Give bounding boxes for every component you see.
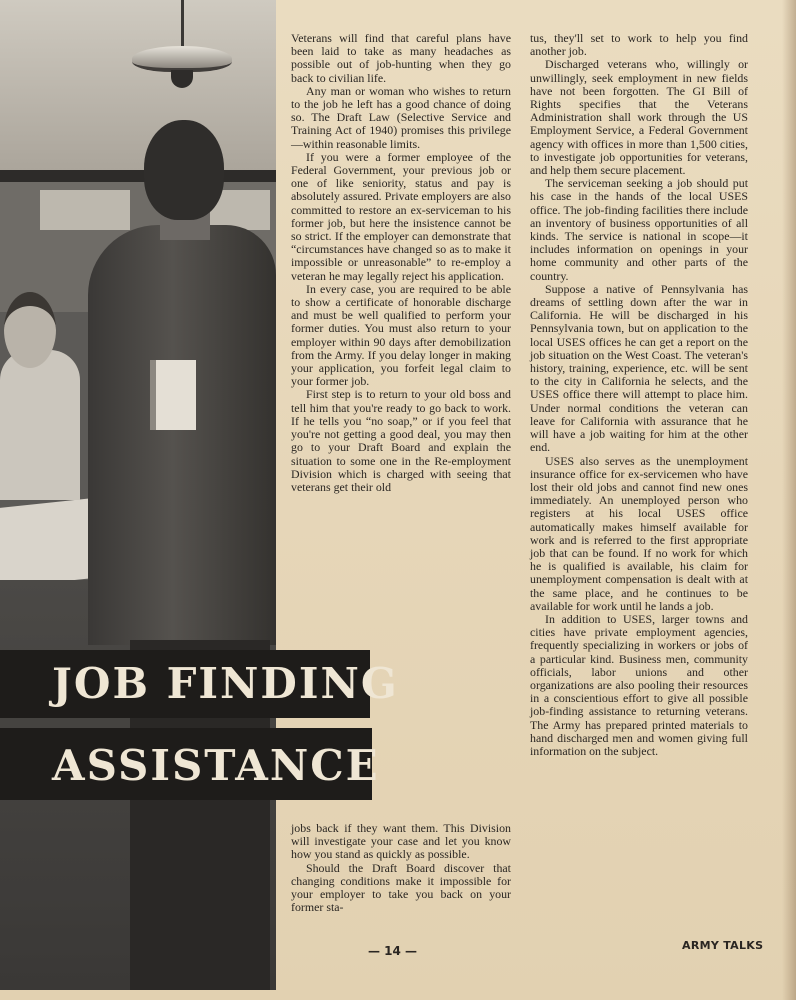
man-head: [144, 120, 224, 220]
office-photo: [0, 0, 276, 990]
paragraph: If you were a former employee of the Federal Government, your previous job or one of like seniority, status and pay is absolutely assured. Private employers are also committed to restore an ex-serviceman to his former job, but here the insistence cannot be so strict. If the employer can demonstrate that “circumstances have changed so as to make it impossible or unreasonable” to re-employ a veteran he may legally reject his application.: [291, 149, 511, 283]
ceiling-lamp-cord: [181, 0, 184, 48]
paragraph: The serviceman seeking a job should put his case in the hands of the local USES office. The job-finding facilities there include an inventory of business opportunities of all kinds. The service is national in scope—it includes information on openings in your home community and other parts of the country.: [530, 176, 748, 283]
page-edge-shadow: [782, 0, 796, 1000]
paragraph: In addition to USES, larger towns and cities have private employment agencies, frequently specializing in workers or jobs of a particular kind. Business men, community officials, labor unions and other organizations are also pooling their resources in a conscientious effort to give all possible job-finding assistance to returning veterans. The Army has prepared printed materials to hand discharged men and women giving full information on the subject.: [530, 611, 748, 758]
paragraph: In every case, you are required to be able to show a certificate of honorable discharge and must be well qualified to perform your former duties. You must also return to your employer within 90 days after demobilization from the Army. If you delay longer in making your application, you forfeit legal claim to your former job.: [291, 281, 511, 389]
paragraph: Should the Draft Board discover that changing conditions make it impossible for your employer to take you back on your former sta-: [291, 860, 511, 915]
article-column-left: [291, 32, 511, 494]
photo-wall: [0, 0, 276, 175]
paragraph: First step is to return to your old boss and tell him that you're ready to go back to work. If he tells you “no soap,” or if you feel that you're not getting a good deal, you may then go to your Draft Board and explain the situation to some one in the Re-employment Division which is charged with seeing that veterans get their old: [291, 387, 511, 494]
publication-name: ARMY TALKS: [682, 939, 764, 952]
window-pane: [40, 190, 130, 230]
paragraph: Veterans will find that careful plans have been laid to take as many headaches as possible out of job-hunting when they go back to civilian life.: [291, 31, 511, 85]
title-bar-line2: [0, 728, 380, 800]
paragraph: Discharged veterans who, willingly or unwillingly, seek employment in new fields have not been forgotten. The GI Bill of Rights specifies that the Veterans Administration shall work through the US Employment Service, a Federal Government agency with offices in more than 1,500 cities, to investigate job opportunities for veterans, and help them secure placement.: [530, 57, 748, 178]
article-column-right: [530, 32, 748, 758]
headline-line2: ASSISTANCE: [52, 741, 380, 790]
paragraph: USES also serves as the unemployment insurance office for ex-servicemen who have lost their old jobs and cannot find new ones immediately. An unemployed person who registers at his local USES office automatically makes himself available for work and is referred to the first appropriate job that can be found. If no work for which he is qualified is available, his claim for unemployment compensation is dealt with at the same place, and he continues to be available for work until he lands a job.: [530, 453, 748, 613]
woman-figure: [0, 350, 80, 500]
paragraph: Any man or woman who wishes to return to the job he left has a good chance of doing so. The Draft Law (Selective Service and Training Act of 1940) promises this privilege—within reasonable limits.: [291, 83, 511, 151]
title-bar-line1: [0, 650, 399, 718]
headline-line1: JOB FINDING: [52, 659, 399, 708]
paragraph: tus, they'll set to work to help you find another job.: [530, 31, 748, 59]
page-number: — 14 —: [368, 944, 418, 958]
man-figure: [88, 225, 276, 645]
paragraph: Suppose a native of Pennsylvania has dreams of settling down after the war in California. He will be discharged in his Pennsylvania town, but on application to the local USES offices he can get a report on the job situation on the West Coast. The veteran's history, training, experience, etc. will be sent to the city in California he selects, and the USES office there will attempt to place him. Under normal conditions the veteran can leave for California with assurance that he will have a job waiting for him at the other end.: [530, 281, 748, 455]
paragraph: jobs back if they want them. This Division will investigate your case and let you know how you stand as quickly as possible.: [291, 821, 511, 862]
book-icon: [150, 360, 196, 430]
article-column-left-continued: [291, 822, 511, 914]
woman-head: [4, 292, 56, 368]
ceiling-lamp-icon: [132, 46, 232, 72]
